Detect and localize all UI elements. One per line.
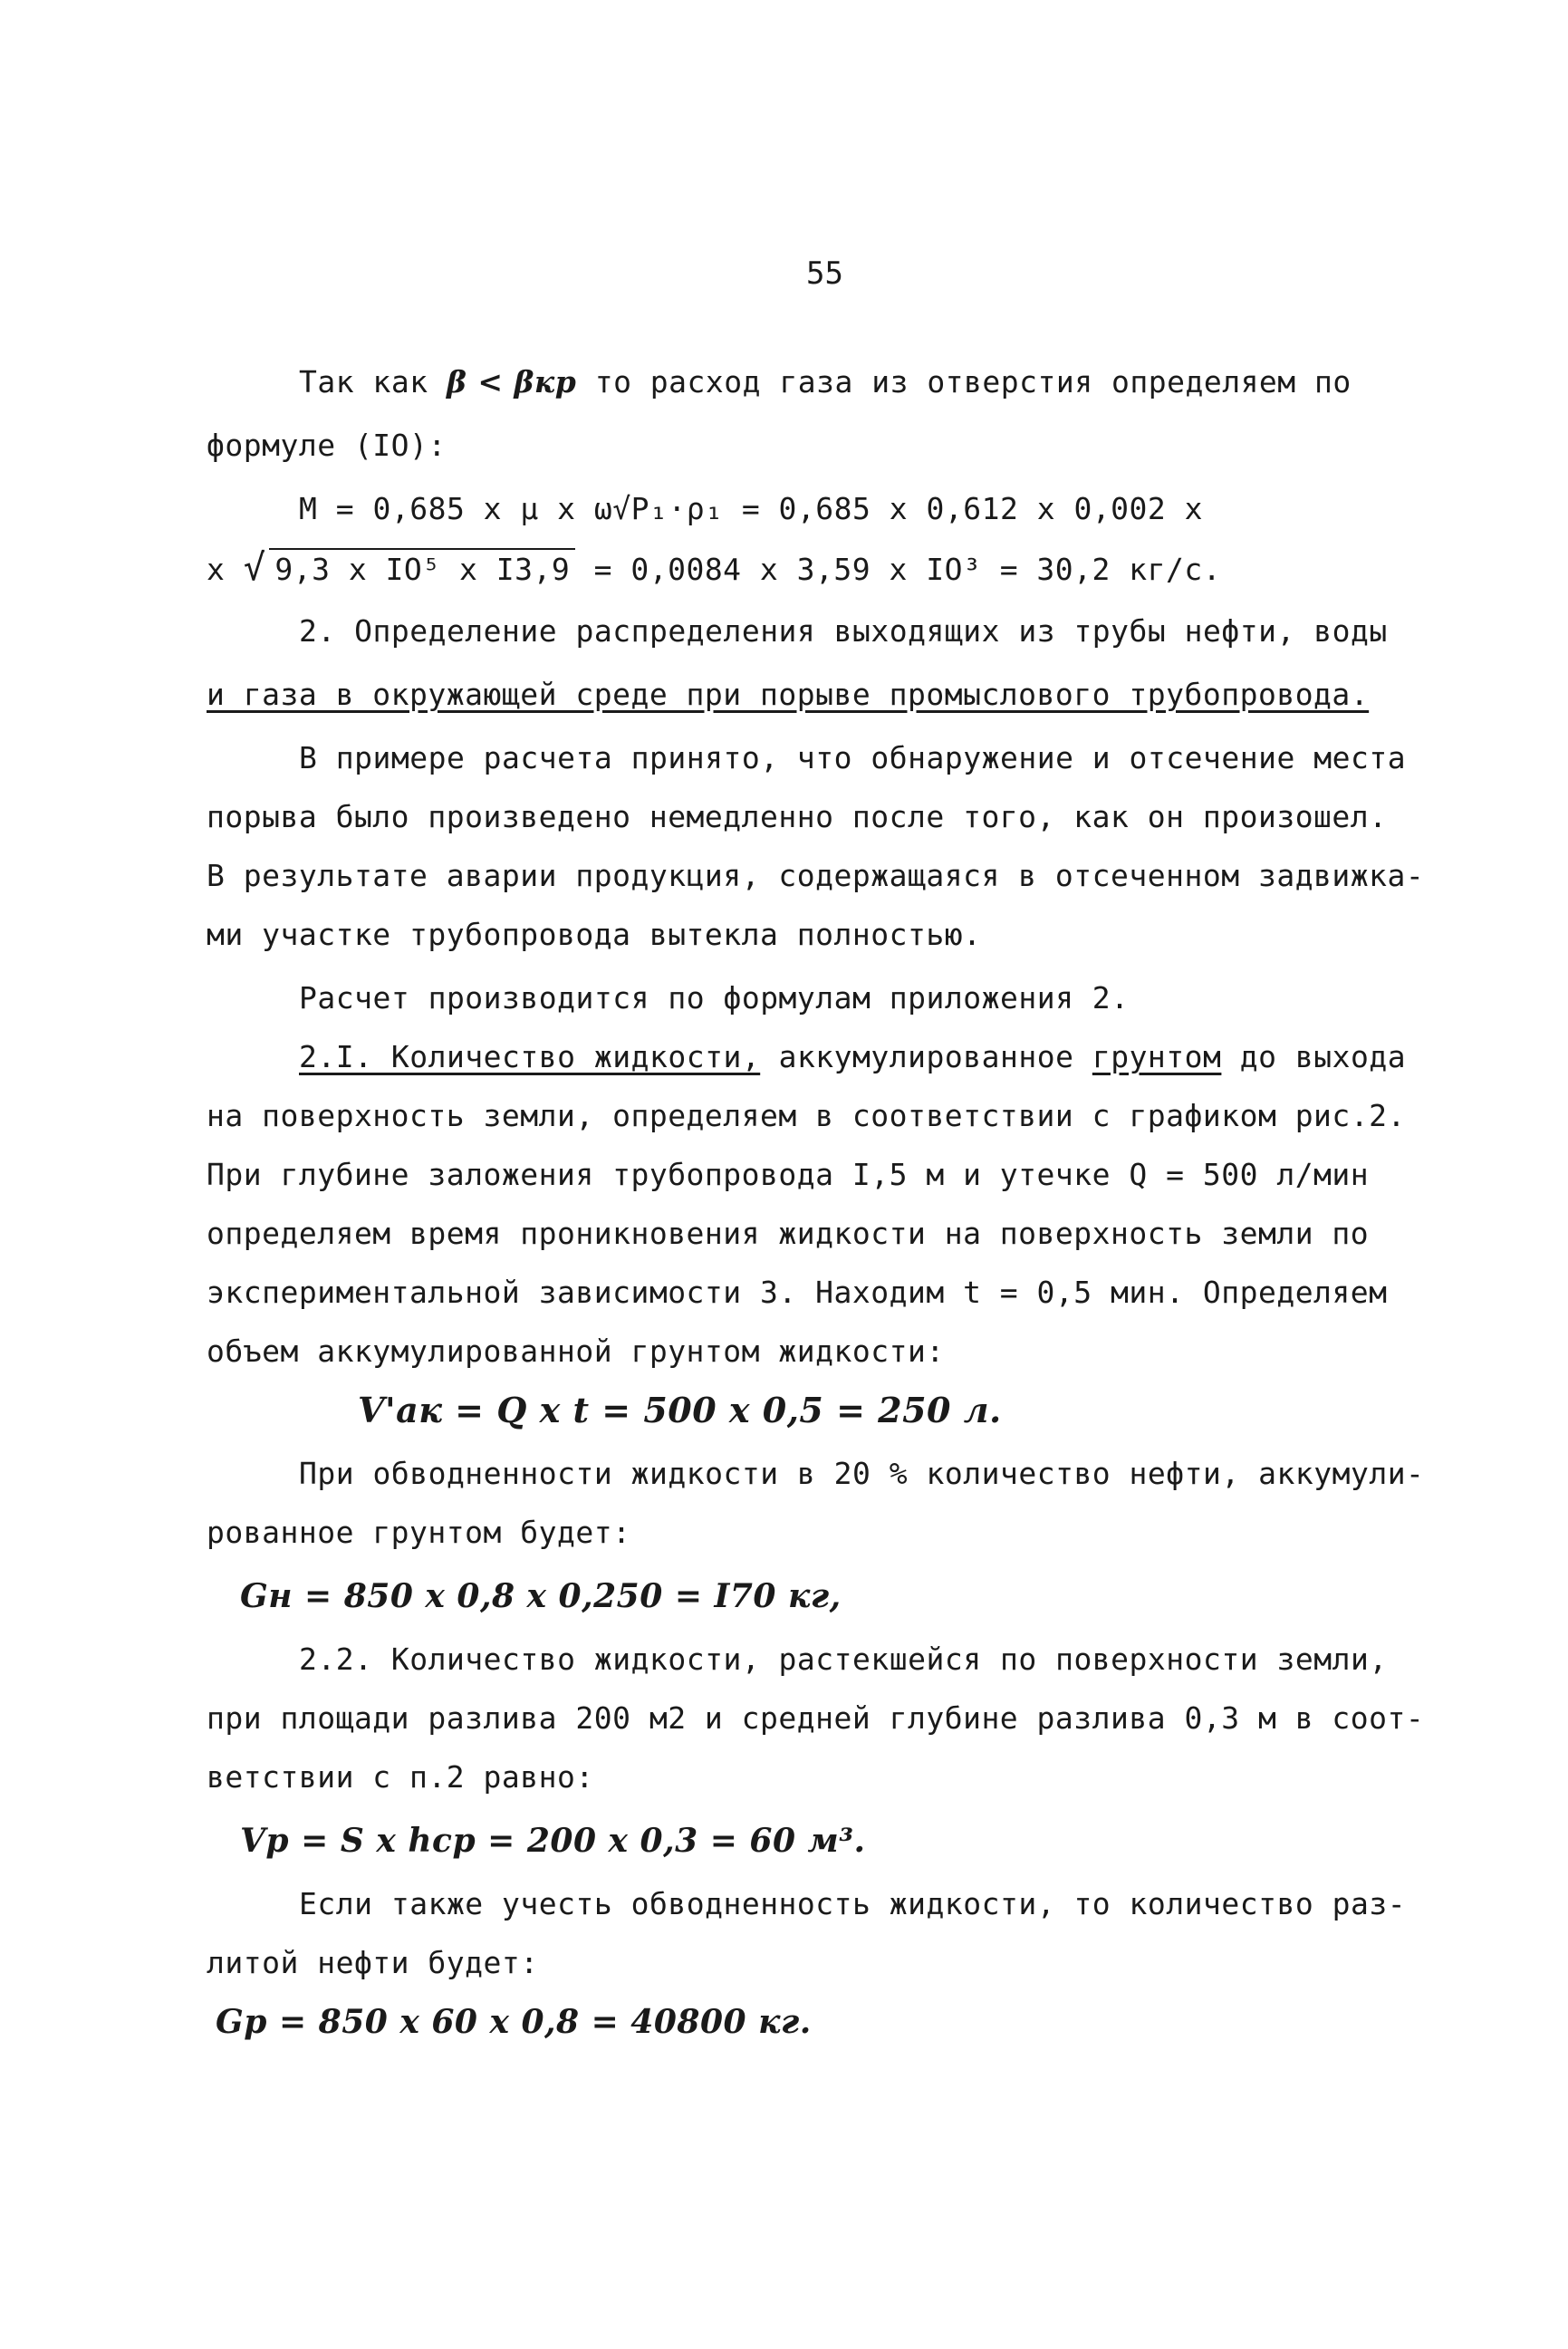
text-line-1: Так как β < βкр то расход газа из отверстия определяем по [299, 364, 1352, 400]
formula-mass-flow: M = 0,685 x μ x ω√P₁·ρ₁ = 0,685 x 0,612 x 0,002 x [299, 491, 1204, 526]
text-line-8: порыва было произведено немедленно после того, как он произошел. [207, 799, 1388, 834]
formula-accumulated-volume: V'ак = Q x t = 500 x 0,5 = 250 л. [358, 1390, 1002, 1430]
beta-formula: β < βкр [446, 364, 577, 400]
text-line-7: В примере расчета принято, что обнаружение и отсечение места [299, 740, 1407, 775]
text-line-13: на поверхность земли, определяем в соответствии с графиком рис.2. [207, 1098, 1406, 1133]
text-line-14: При глубине заложения трубопровода I,5 м и утечке Q = 500 л/мин [207, 1157, 1370, 1192]
formula-continuation: x √ 9,3 x IO⁵ x I3,9 = 0,0084 x 3,59 x IO³ = 30,2 кг/с. [207, 547, 1222, 589]
section-2-1-heading: 2.I. Количество жидкости, аккумулированное грунтом до выхода [299, 1039, 1407, 1074]
page-number: 55 [806, 255, 843, 292]
text-line-15: определяем время проникновения жидкости на поверхность земли по [207, 1216, 1370, 1251]
section-2-2-heading: 2.2. Количество жидкости, растекшейся по поверхности земли, [299, 1641, 1388, 1677]
text-line-17: объем аккумулированной грунтом жидкости: [207, 1333, 945, 1369]
text-line-16: экспериментальной зависимости 3. Находим t = 0,5 мин. Определяем [207, 1275, 1388, 1310]
formula-oil-mass-accumulated: Gн = 850 x 0,8 x 0,250 = I70 кг, [240, 1577, 842, 1615]
text-line-9: В результате аварии продукция, содержащаяся в отсеченном задвижка- [207, 858, 1425, 893]
text-line-20: рованное грунтом будет: [207, 1515, 631, 1550]
formula-spilled-oil-mass: Gр = 850 x 60 x 0,8 = 40800 кг. [216, 2003, 812, 2041]
text-line-2: формуле (IO): [207, 428, 447, 463]
text-line-10: ми участке трубопровода вытекла полностью. [207, 917, 982, 952]
text-line-27: литой нефти будет: [207, 1945, 539, 1980]
formula-spill-volume: Vр = S x hср = 200 x 0,3 = 60 м³. [240, 1822, 866, 1860]
text-line-23: при площади разлива 200 м2 и средней глубине разлива 0,3 м в соот- [207, 1700, 1425, 1736]
text-line-26: Если также учесть обводненность жидкости, то количество раз- [299, 1886, 1407, 1921]
section-2-heading: 2. Определение распределения выходящих из трубы нефти, воды [299, 613, 1388, 649]
text-line-24: ветствии с п.2 равно: [207, 1759, 594, 1795]
text-line-19: При обводненности жидкости в 20 % количество нефти, аккумули- [299, 1456, 1425, 1491]
text-line-11: Расчет производится по формулам приложения 2. [299, 980, 1130, 1016]
text-line-6: и газа в окружающей среде при порыве промыслового трубопровода. [207, 677, 1370, 712]
square-root-term: 9,3 x IO⁵ x I3,9 [269, 548, 575, 590]
